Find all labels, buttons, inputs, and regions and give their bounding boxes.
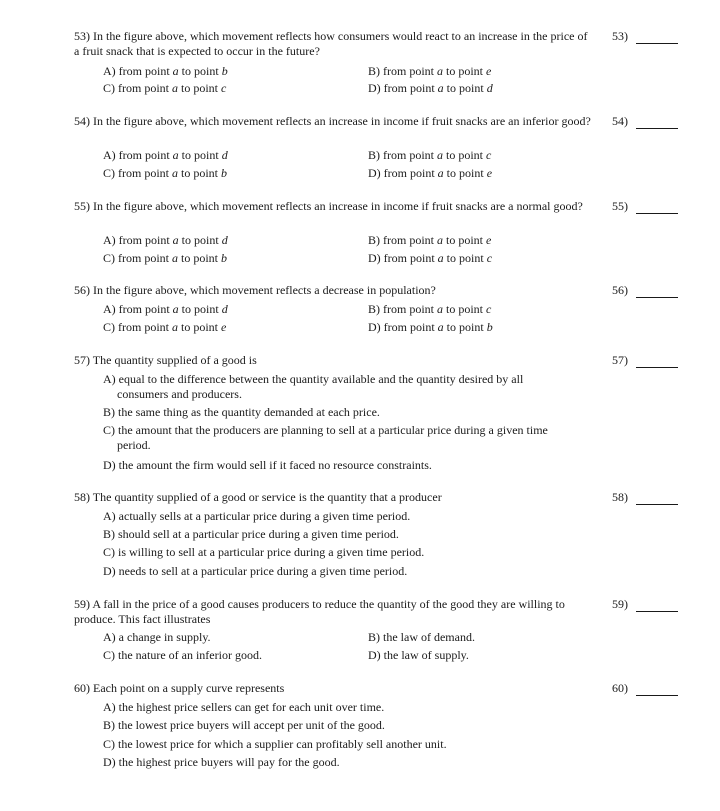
option-55-b: B) from point a to point e [368,233,492,247]
answer-label-53: 53) [612,29,628,43]
question-56-stem [74,283,594,298]
question-55-stem [74,199,594,214]
option-55-c: C) from point a to point b [103,251,228,265]
option-57-d: D) the amount the firm would sell if it faced no resource constraints. [103,458,432,472]
answer-label-57: 57) [612,353,628,367]
question-54-stem [74,114,594,129]
question-58-stem [74,490,594,505]
answer-label-56: 56) [612,283,628,297]
option-56-b: B) from point a to point c [368,302,492,316]
question-59-stem [74,597,594,627]
option-53-b: B) from point a to point e [368,64,492,78]
option-59-c: C) the nature of an inferior good. [103,648,262,662]
option-59-a: A) a change in supply. [103,630,211,644]
answer-blank-54[interactable] [636,128,678,129]
question-text: In the figure above, which movement reflects a decrease in population? [93,283,436,297]
option-57-c: C) the amount that the producers are planning to sell at a particular price during a given time period. [103,423,548,452]
option-57-b: B) the same thing as the quantity demanded at each price. [103,405,380,419]
question-text: A fall in the price of a good causes producers to reduce the quantity of the good they are willing to produce. This fact illustrates [74,597,565,626]
answer-label-54: 54) [612,114,628,128]
question-number: 58) [74,490,90,504]
option-58-b: B) should sell at a particular price during a given time period. [103,527,399,541]
question-text: In the figure above, which movement reflects an increase in income if fruit snacks are an inferior good? [93,114,591,128]
question-53-stem [74,29,594,59]
option-58-d: D) needs to sell at a particular price during a given time period. [103,564,408,578]
question-number: 60) [74,681,90,695]
answer-label-58: 58) [612,490,628,504]
question-text: The quantity supplied of a good or service is the quantity that a producer [92,490,442,504]
answer-blank-56[interactable] [636,297,678,298]
question-number: 57) [74,353,90,367]
option-58-c: C) is willing to sell at a particular price during a given time period. [103,545,425,559]
option-54-b: B) from point a to point c [368,148,492,162]
option-53-a: A) from point a to point b [103,64,228,78]
option-60-d: D) the highest price buyers will pay for the good. [103,755,340,769]
option-54-c: C) from point a to point b [103,166,228,180]
option-59-b: B) the law of demand. [368,630,475,644]
answer-blank-55[interactable] [636,213,678,214]
option-57-a: A) equal to the difference between the quantity available and the quantity desired by all consumers and producers. [103,372,524,401]
option-60-b: B) the lowest price buyers will accept per unit of the good. [103,718,385,732]
option-59-d: D) the law of supply. [368,648,469,662]
answer-label-59: 59) [612,597,628,611]
question-number: 56) [74,283,90,297]
question-number: 55) [74,199,90,213]
answer-label-55: 55) [612,199,628,213]
question-number: 54) [74,114,90,128]
question-60-stem [74,681,594,696]
answer-blank-58[interactable] [636,504,678,505]
question-text: The quantity supplied of a good is [92,353,257,367]
option-55-d: D) from point a to point c [368,251,493,265]
option-56-c: C) from point a to point e [103,320,227,334]
option-60-a: A) the highest price sellers can get for each unit over time. [103,700,385,714]
question-text: In the figure above, which movement reflects how consumers would react to an increase in the price of a fruit snack that is expected to occur in the future? [74,29,588,58]
answer-blank-57[interactable] [636,367,678,368]
option-54-a: A) from point a to point d [103,148,228,162]
answer-blank-59[interactable] [636,611,678,612]
question-text: In the figure above, which movement reflects an increase in income if fruit snacks are a normal good? [93,199,583,213]
answer-blank-60[interactable] [636,695,678,696]
option-58-a: A) actually sells at a particular price during a given time period. [103,509,411,523]
option-60-c: C) the lowest price for which a supplier can profitably sell another unit. [103,737,447,751]
question-text: Each point on a supply curve represents [93,681,285,695]
option-56-a: A) from point a to point d [103,302,228,316]
question-number: 59) [74,597,90,611]
option-53-d: D) from point a to point d [368,81,493,95]
option-55-a: A) from point a to point d [103,233,228,247]
question-57-stem [74,353,594,368]
answer-blank-53[interactable] [636,43,678,44]
answer-label-60: 60) [612,681,628,695]
question-number: 53) [74,29,90,43]
option-56-d: D) from point a to point b [368,320,493,334]
option-53-c: C) from point a to point c [103,81,227,95]
option-54-d: D) from point a to point e [368,166,493,180]
